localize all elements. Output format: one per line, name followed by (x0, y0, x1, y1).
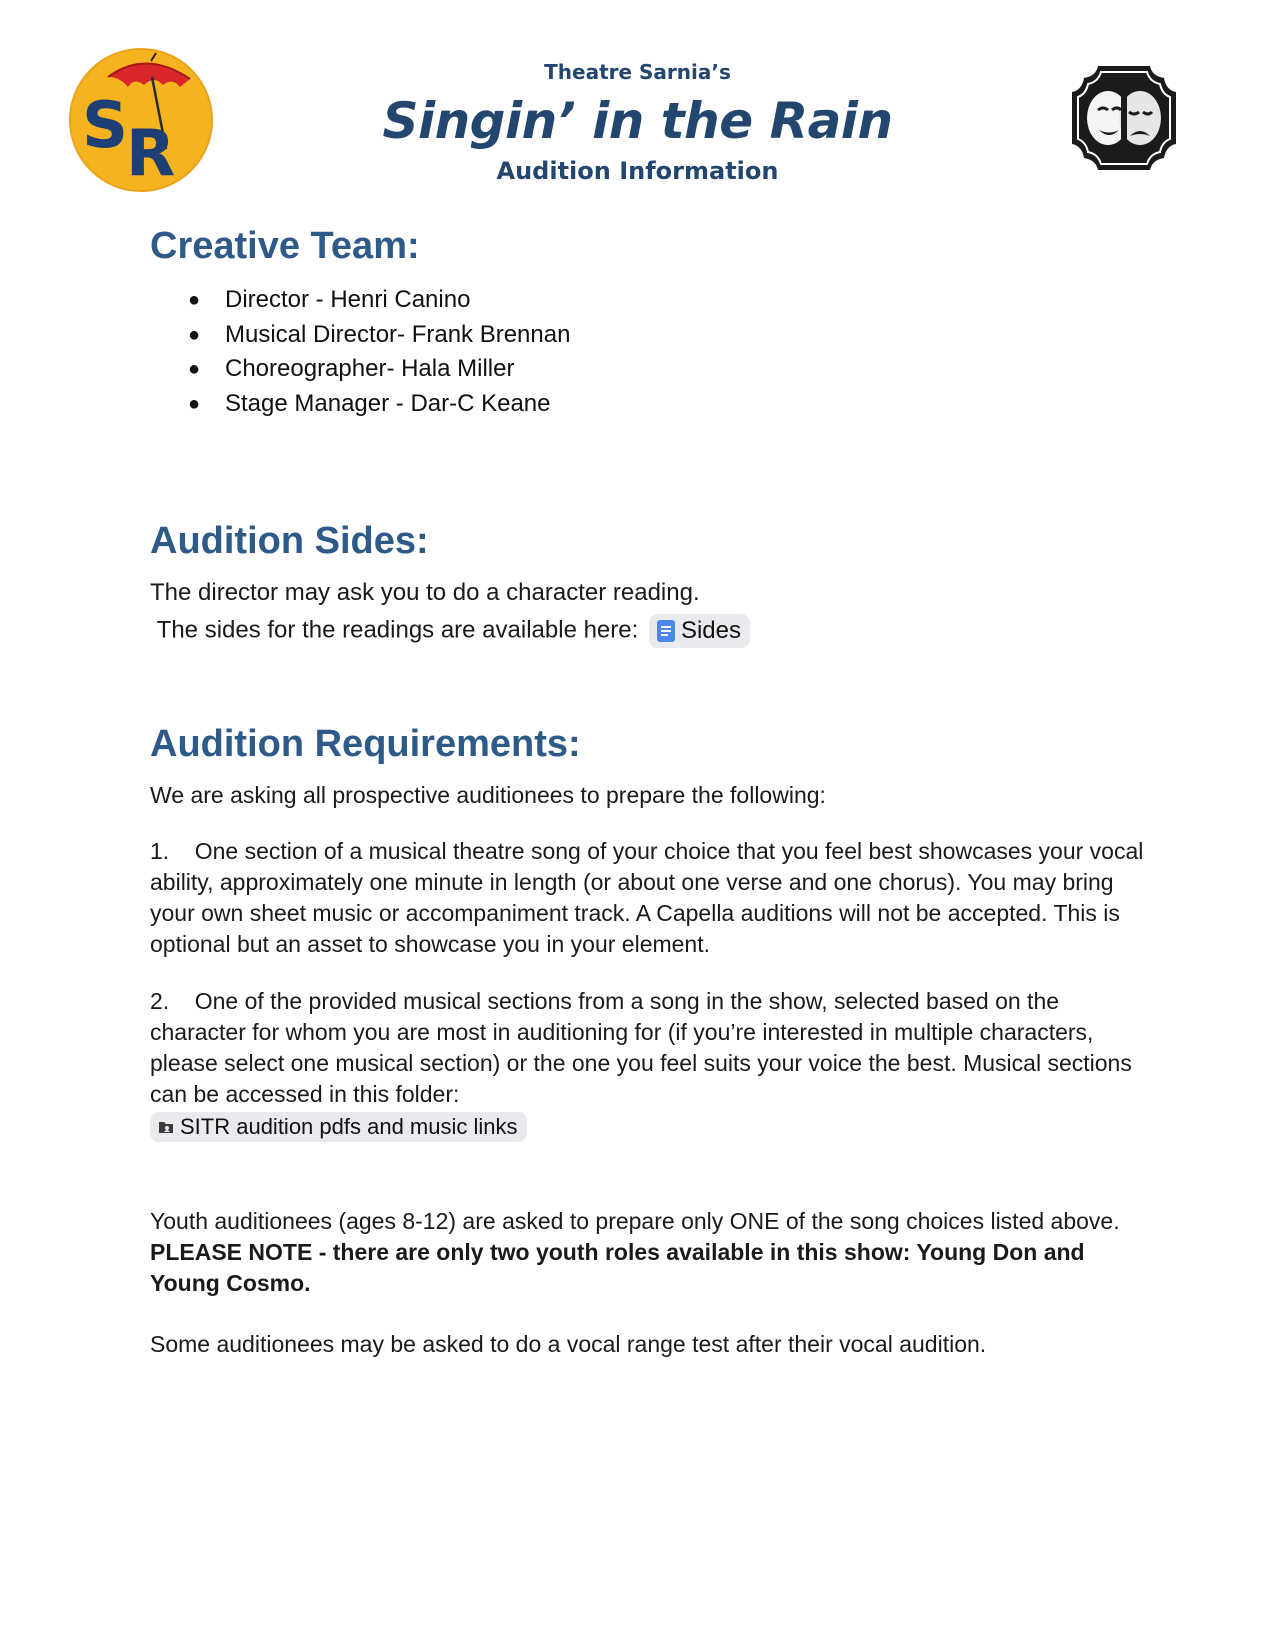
organization-name: Theatre Sarnia’s (544, 60, 731, 84)
sides-link-label: Sides (680, 617, 742, 644)
document-subtitle: Audition Information (496, 157, 779, 185)
audition-sides-heading: Audition Sides: (150, 520, 429, 562)
show-title: Singin’ in the Rain (382, 92, 893, 150)
svg-text:S: S (82, 89, 129, 163)
list-item (150, 352, 570, 387)
requirement-item-2: 2. One of the provided musical sections from a song in the show, selected based on the character for whom you are most in auditioning for (if you’re interested in multiple characters, please select one musical section) or the one you feel suits your voice the best. Musical sections can be accessed in this folder: (150, 988, 1139, 1107)
list-item (150, 318, 570, 353)
folder-link-label: SITR audition pdfs and music links (180, 1114, 518, 1139)
bullet-icon: ● (188, 289, 201, 311)
sides-availability-text: The sides for the readings are available here: (156, 616, 639, 644)
sides-intro: The director may ask you to do a character reading. (150, 579, 700, 606)
youth-instructions: Youth auditionees (ages 8-12) are asked to prepare only ONE of the song choices listed above. (150, 1208, 1120, 1234)
bullet-icon: ● (188, 358, 201, 380)
creative-team-list (150, 283, 570, 421)
list-item (150, 387, 570, 422)
team-member: Choreographer- Hala Miller (225, 355, 515, 382)
bullet-icon: ● (188, 392, 201, 415)
sides-availability (150, 614, 1145, 648)
requirements-intro: We are asking all prospective auditionees to prepare the following: (150, 782, 826, 808)
bullet-icon: ● (188, 323, 201, 346)
requirement-item-1: 1. One section of a musical theatre song of your choice that you feel best showcases your vocal ability, approximately one minute in length (or about one verse and one chorus). You may bring your own sheet music or accompaniment track. A Capella auditions will not be accepted. This is optional but an asset to showcase you in your element. (150, 838, 1150, 957)
sides-link-chip[interactable] (649, 614, 750, 648)
shared-folder-icon (158, 1120, 174, 1134)
team-member: Musical Director- Frank Brennan (225, 320, 571, 348)
svg-text:R: R (126, 117, 176, 191)
team-member: Stage Manager - Dar-C Keane (225, 389, 551, 417)
youth-roles-note: PLEASE NOTE - there are only two youth roles available in this show: Young Don and Young Cosmo. (150, 1239, 1085, 1296)
list-item (150, 283, 570, 318)
audition-requirements-heading: Audition Requirements: (150, 723, 581, 765)
team-member: Director - Henri Canino (225, 286, 471, 313)
creative-team-heading: Creative Team: (150, 225, 420, 267)
folder-link-chip[interactable] (150, 1112, 527, 1142)
vocal-range-note: Some auditionees may be asked to do a vocal range test after their vocal audition. (150, 1331, 987, 1357)
document-icon (657, 620, 675, 642)
